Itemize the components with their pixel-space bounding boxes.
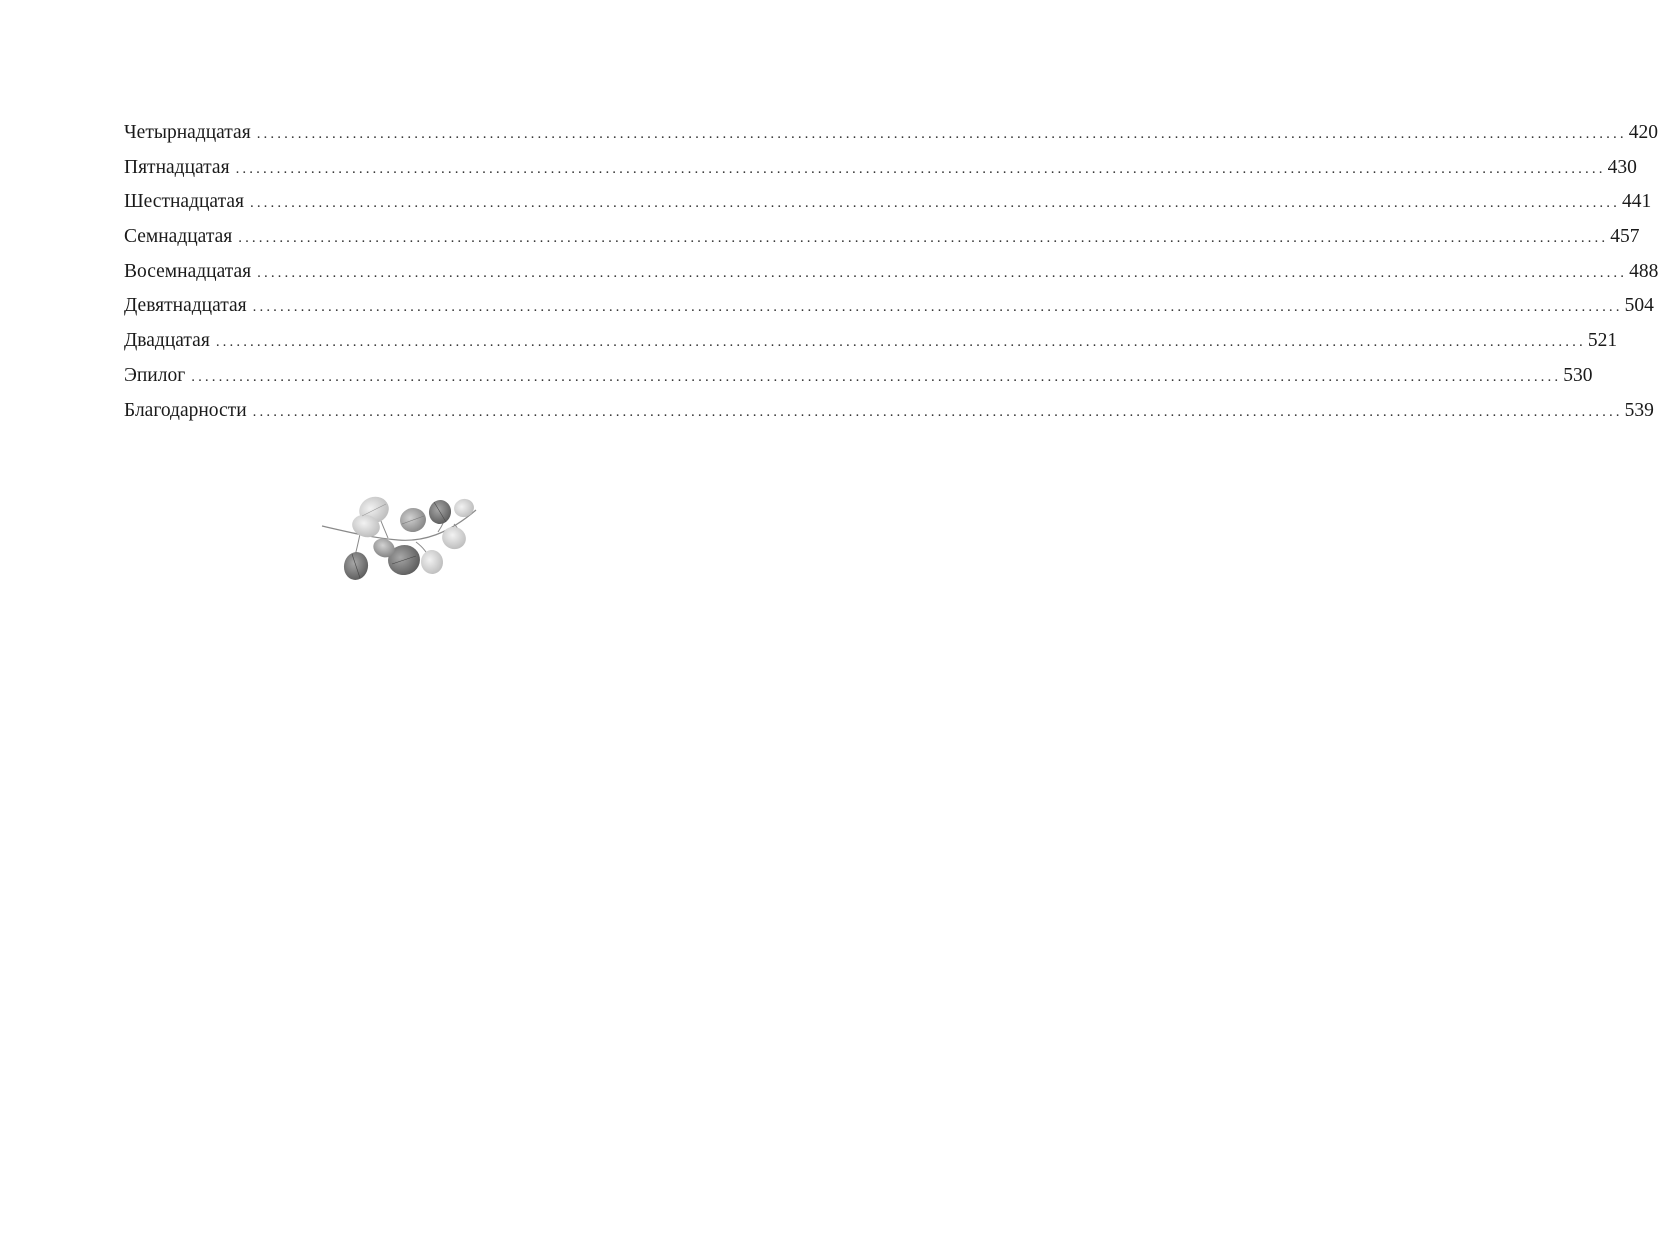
toc-entry-title: Шестнадцатая bbox=[124, 191, 244, 213]
dot-leader: ........................................................................................................................................................................................................ bbox=[252, 403, 1623, 420]
toc-entry bbox=[124, 394, 1654, 429]
dot-leader: ........................................................................................................................................................................................................ bbox=[249, 195, 1620, 212]
dot-leader: ........................................................................................................................................................................................................ bbox=[191, 368, 1562, 385]
toc-entry-title: Двадцатая bbox=[124, 330, 210, 352]
toc-entry-title: Эпилог bbox=[124, 364, 186, 386]
dot-leader: ........................................................................................................................................................................................................ bbox=[252, 299, 1623, 316]
toc-entry bbox=[124, 255, 1658, 290]
toc-entry-title: Благодарности bbox=[124, 399, 247, 421]
toc-entry bbox=[124, 151, 1637, 186]
toc-entry bbox=[124, 116, 1658, 151]
toc-entry-page: 457 bbox=[1610, 226, 1640, 248]
dot-leader: ........................................................................................................................................................................................................ bbox=[256, 126, 1627, 142]
toc-entry-title: Восемнадцатая bbox=[124, 260, 252, 282]
dot-leader: ........................................................................................................................................................................................................ bbox=[235, 160, 1606, 177]
toc-entry-page: 488 bbox=[1629, 260, 1658, 282]
toc-entry bbox=[124, 220, 1640, 255]
dot-leader: ........................................................................................................................................................................................................ bbox=[257, 264, 1628, 281]
toc-entry bbox=[124, 324, 1618, 359]
toc-entry-page: 504 bbox=[1624, 295, 1654, 317]
toc-entry-title: Девятнадцатая bbox=[124, 295, 247, 317]
table-of-contents bbox=[124, 116, 1658, 428]
dot-leader: ........................................................................................................................................................................................................ bbox=[215, 334, 1586, 351]
toc-entry-page: 420 bbox=[1628, 122, 1658, 143]
toc-entry-page: 539 bbox=[1624, 399, 1654, 421]
toc-entry-title: Семнадцатая bbox=[124, 226, 233, 248]
toc-entry-page: 430 bbox=[1607, 156, 1637, 178]
dot-leader: ........................................................................................................................................................................................................ bbox=[238, 230, 1609, 247]
toc-entry-title: Пятнадцатая bbox=[124, 156, 230, 178]
toc-entry-page: 530 bbox=[1563, 364, 1593, 386]
toc-entry-page: 441 bbox=[1621, 191, 1652, 213]
toc-entry bbox=[124, 185, 1652, 220]
toc-entry bbox=[124, 289, 1654, 324]
toc-entry-page: 521 bbox=[1587, 330, 1618, 352]
eucalyptus-branch-icon bbox=[318, 488, 482, 588]
toc-entry bbox=[124, 359, 1593, 394]
toc-entry-title: Четырнадцатая bbox=[124, 122, 251, 143]
